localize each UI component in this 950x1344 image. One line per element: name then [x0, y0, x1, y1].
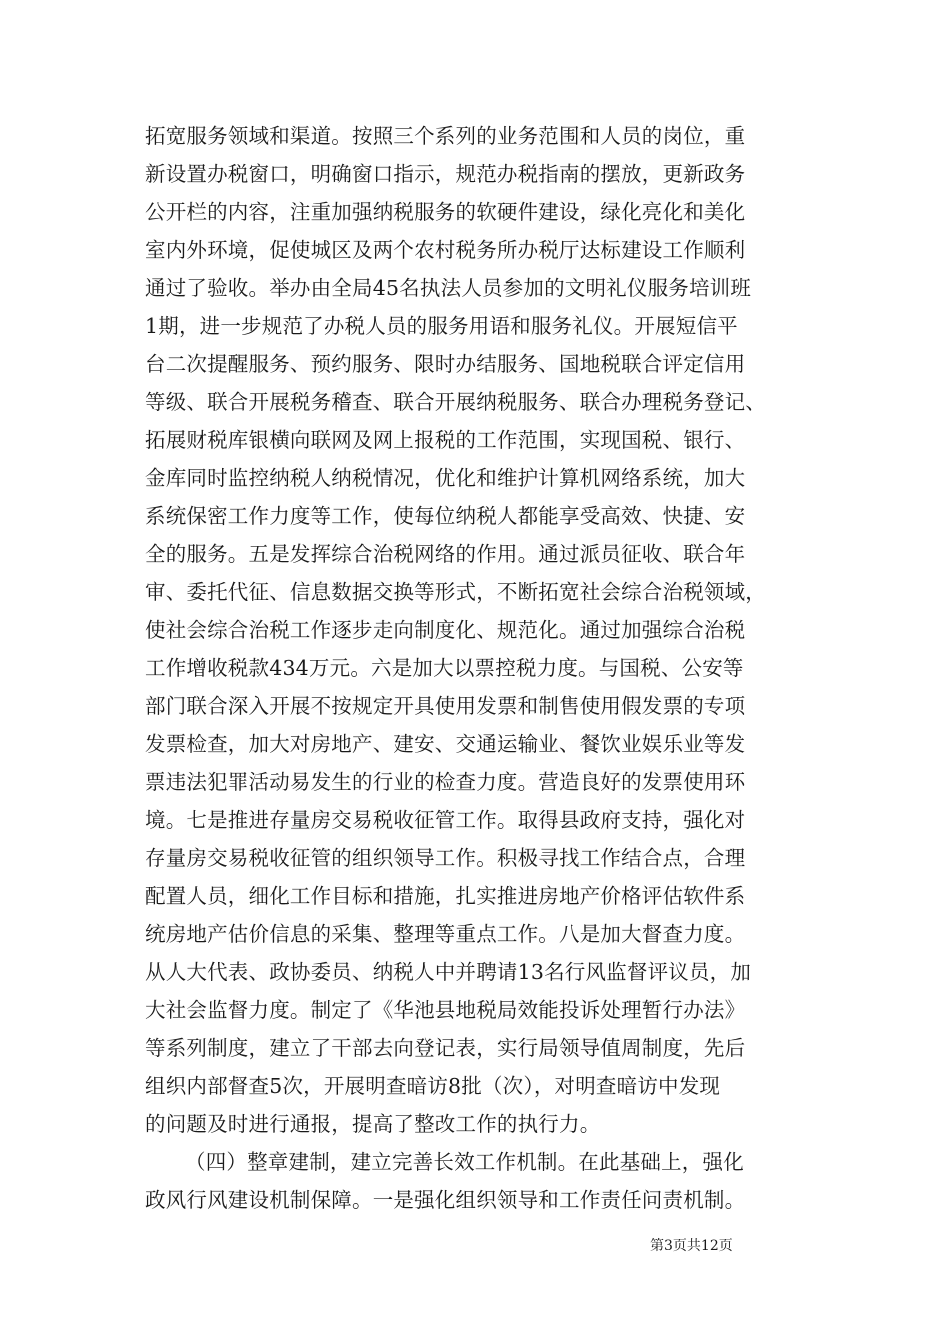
text-line: 从人大代表、政协委员、纳税人中并聘请13名行风监督评议员，加 — [145, 960, 752, 984]
text-line: 等系列制度，建立了干部去向登记表，实行局领导值周制度，先后 — [145, 1036, 746, 1060]
text-line: 部门联合深入开展不按规定开具使用发票和制售使用假发票的专项 — [145, 694, 746, 718]
section-heading-line: （四）整章建制，建立完善长效工作机制。在此基础上，强化 — [185, 1150, 744, 1174]
text-line: 台二次提醒服务、预约服务、限时办结服务、国地税联合评定信用 — [145, 352, 746, 376]
text-line: 室内外环境，促使城区及两个农村税务所办税厅达标建设工作顺利 — [145, 238, 746, 262]
text-line: 配置人员，细化工作目标和措施，扎实推进房地产价格评估软件系 — [145, 884, 746, 908]
text-line: 拓展财税库银横向联网及网上报税的工作范围，实现国税、银行、 — [145, 428, 746, 452]
page-number: 第3页共12页 — [650, 1238, 733, 1254]
text-line: 拓宽服务领域和渠道。按照三个系列的业务范围和人员的岗位，重 — [145, 124, 746, 148]
text-line: 等级、联合开展税务稽查、联合开展纳税服务、联合办理税务登记、 — [145, 390, 766, 414]
text-line: 发票检查，加大对房地产、建安、交通运输业、餐饮业娱乐业等发 — [145, 732, 746, 756]
text-line: 境。七是推进存量房交易税收征管工作。取得县政府支持，强化对 — [145, 808, 746, 832]
text-line: 1期，进一步规范了办税人员的服务用语和服务礼仪。开展短信平 — [145, 314, 738, 338]
text-line: 统房地产估价信息的采集、整理等重点工作。八是加大督查力度。 — [145, 922, 746, 946]
document-body — [145, 117, 825, 1219]
text-line: 金库同时监控纳税人纳税情况，优化和维护计算机网络系统，加大 — [145, 466, 746, 490]
text-line: 存量房交易税收征管的组织领导工作。积极寻找工作结合点，合理 — [145, 846, 746, 870]
text-line: 审、委托代征、信息数据交换等形式，不断拓宽社会综合治税领域， — [145, 580, 766, 604]
text-line: 政风行风建设机制保障。一是强化组织领导和工作责任问责机制。 — [145, 1188, 746, 1212]
text-line: 大社会监督力度。制定了《华池县地税局效能投诉处理暂行办法》 — [145, 998, 746, 1022]
text-line: 系统保密工作力度等工作，使每位纳税人都能享受高效、快捷、安 — [145, 504, 746, 528]
text-line: 通过了验收。举办由全局45名执法人员参加的文明礼仪服务培训班 — [145, 276, 752, 300]
text-line: 全的服务。五是发挥综合治税网络的作用。通过派员征收、联合年 — [145, 542, 746, 566]
text-line: 的问题及时进行通报，提高了整改工作的执行力。 — [145, 1112, 601, 1136]
text-line: 票违法犯罪活动易发生的行业的检查力度。营造良好的发票使用环 — [145, 770, 746, 794]
text-line: 新设置办税窗口，明确窗口指示，规范办税指南的摆放，更新政务 — [145, 162, 746, 186]
text-line: 使社会综合治税工作逐步走向制度化、规范化。通过加强综合治税 — [145, 618, 746, 642]
text-line: 工作增收税款434万元。六是加大以票控税力度。与国税、公安等 — [145, 656, 744, 680]
text-line: 组织内部督查5次，开展明查暗访8批（次），对明查暗访中发现 — [145, 1074, 721, 1098]
text-line: 公开栏的内容，注重加强纳税服务的软硬件建设，绿化亮化和美化 — [145, 200, 746, 224]
